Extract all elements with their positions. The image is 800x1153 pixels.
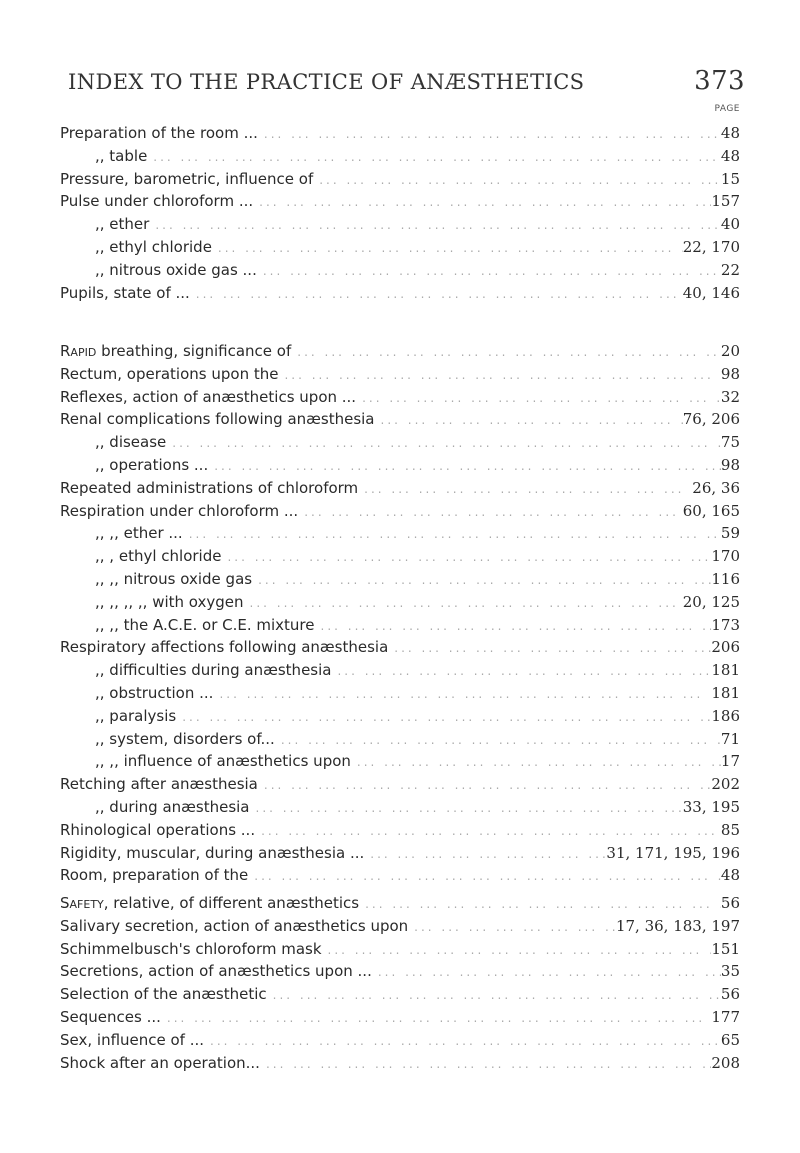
index-term: Reflexes, action of anæsthetics upon ... (60, 387, 357, 406)
index-entry (60, 145, 740, 168)
index-term: Pressure, barometric, influence of (60, 169, 314, 188)
index-term: Shock after an operation... (60, 1053, 260, 1072)
index-entry (60, 983, 740, 1006)
index-entry (60, 636, 740, 659)
index-entry (60, 545, 740, 568)
index-entry (60, 1029, 740, 1052)
index-pages: 33, 195 (682, 797, 740, 816)
index-pages: 31, 171, 195, 196 (606, 843, 740, 862)
index-term: Sex, influence of ... (60, 1030, 205, 1049)
index-entry (60, 1052, 740, 1075)
index-pages: 56 (720, 894, 740, 912)
index-pages: 181 (711, 683, 740, 702)
index-pages: 85 (720, 820, 740, 839)
leader-dots (149, 214, 721, 237)
index-entry (60, 522, 740, 545)
index-term: ,, ethyl chloride (95, 237, 212, 256)
index-entry (60, 842, 740, 865)
index-section-r (60, 340, 740, 887)
leader-dots (275, 729, 721, 752)
leader-dots (298, 501, 683, 524)
index-term: Pulse under chloroform ... (60, 192, 254, 211)
index-pages: 35 (720, 962, 740, 981)
index-term: ,, difficulties during anæsthesia (95, 661, 332, 680)
index-term: ,, during anæsthesia (95, 797, 250, 816)
index-term: Schimmelbusch's chloroform mask (60, 939, 322, 958)
leader-dots (375, 409, 683, 432)
index-entry (60, 190, 740, 213)
index-term: Rectum, operations upon the (60, 364, 279, 383)
index-entry (60, 864, 740, 887)
index-term: ,, ,, ,, ,, with oxygen (95, 592, 244, 611)
index-entry (60, 773, 740, 796)
index-term: Renal complications following anæsthesia (60, 410, 375, 429)
index-term: ,, ,, the A.C.E. or C.E. mixture (95, 615, 315, 634)
index-pages: 40, 146 (682, 283, 740, 302)
index-pages: 15 (720, 169, 740, 188)
index-term: Rhinological operations ... (60, 820, 256, 839)
index-entry (60, 796, 740, 819)
index-entry (60, 568, 740, 591)
index-entry (60, 682, 740, 705)
index-term: Salivary secretion, action of anæsthetics upon (60, 916, 409, 935)
index-pages: 20, 125 (682, 592, 740, 611)
index-pages: 48 (720, 124, 740, 142)
index-entry (60, 819, 740, 842)
leader-dots (253, 191, 711, 214)
index-pages: 151 (711, 939, 740, 958)
leader-dots (331, 660, 711, 683)
index-pages: 32 (720, 387, 740, 406)
index-entry (60, 259, 740, 282)
leader-dots (176, 706, 711, 729)
index-entry (60, 282, 740, 305)
index-section-s (60, 892, 740, 1074)
leader-dots (408, 916, 616, 939)
index-entry (60, 408, 740, 431)
index-section-p (60, 122, 740, 304)
leader-dots (322, 939, 712, 962)
leader-dots (248, 865, 721, 888)
leader-dots (372, 961, 721, 984)
index-term: Sequences ... (60, 1007, 161, 1026)
index-entry (60, 168, 740, 191)
leader-dots (359, 893, 721, 916)
index-entry (60, 960, 740, 983)
index-pages: 71 (720, 729, 740, 748)
index-pages: 202 (711, 775, 740, 794)
index-pages: 26, 36 (692, 478, 740, 497)
page-column-label: PAGE (714, 104, 740, 114)
index-term: Pupils, state of ... (60, 283, 190, 302)
leader-dots (278, 364, 720, 387)
leader-dots (258, 123, 721, 146)
leader-dots (358, 478, 692, 501)
index-term: ,, table (95, 146, 148, 165)
index-pages: 60, 165 (682, 501, 740, 520)
leader-dots (213, 683, 711, 706)
index-term: ,, paralysis (95, 706, 177, 725)
index-entry (60, 500, 740, 523)
leader-dots (351, 751, 721, 774)
leader-dots (252, 569, 711, 592)
index-pages: 98 (720, 455, 740, 474)
index-entry (60, 614, 740, 637)
index-entry (60, 213, 740, 236)
index-term: ,, ,, ether ... (95, 524, 183, 543)
index-pages: 98 (720, 364, 740, 383)
leader-dots (356, 387, 721, 410)
index-entry (60, 340, 740, 363)
running-header (68, 66, 745, 96)
index-pages: 40 (720, 215, 740, 234)
index-pages: 17 (720, 752, 740, 771)
index-pages: 206 (711, 638, 740, 657)
index-term: Respiration under chloroform ... (60, 501, 299, 520)
leader-dots (183, 523, 721, 546)
leader-dots (204, 1030, 721, 1053)
leader-dots (258, 774, 711, 797)
index-entry (60, 454, 740, 477)
index-term: Secretions, action of anæsthetics upon ... (60, 962, 372, 981)
index-pages: 186 (711, 706, 740, 725)
index-entry (60, 236, 740, 259)
index-pages: 56 (720, 985, 740, 1004)
page-number: 373 (694, 66, 745, 96)
index-entry (60, 591, 740, 614)
index-term: Selection of the anæsthetic (60, 985, 267, 1004)
index-term: ,, operations ... (95, 455, 209, 474)
index-entry (60, 122, 740, 145)
leader-dots (250, 797, 683, 820)
index-entry (60, 477, 740, 500)
index-pages: 208 (711, 1053, 740, 1072)
leader-dots (260, 1053, 711, 1076)
index-entry (60, 1006, 740, 1029)
leader-dots (161, 1007, 711, 1030)
leader-dots (388, 637, 711, 660)
leader-dots (364, 843, 606, 866)
index-pages: 75 (720, 433, 740, 452)
index-pages: 173 (711, 615, 740, 634)
index-pages: 177 (711, 1007, 740, 1026)
leader-dots (166, 432, 721, 455)
index-term: Repeated administrations of chloroform (60, 478, 359, 497)
leader-dots (257, 260, 721, 283)
leader-dots (212, 237, 683, 260)
index-term: ,, nitrous oxide gas ... (95, 260, 257, 279)
index-pages: 65 (720, 1030, 740, 1049)
leader-dots (190, 283, 683, 306)
index-term: Rapid breathing, significance of (60, 342, 292, 360)
leader-dots (221, 546, 711, 569)
index-entry (60, 892, 740, 915)
index-term: Retching after anæsthesia (60, 775, 258, 794)
index-pages: 170 (711, 547, 740, 566)
index-term: ,, , ethyl chloride (95, 547, 222, 566)
index-term: Respiratory affections following anæsthesia (60, 638, 389, 657)
leader-dots (208, 455, 721, 478)
index-entry (60, 938, 740, 961)
index-term: ,, ether (95, 215, 150, 234)
index-term: ,, system, disorders of... (95, 729, 275, 748)
index-term: Rigidity, muscular, during anæsthesia ... (60, 843, 365, 862)
index-entry (60, 915, 740, 938)
leader-dots (147, 146, 721, 169)
leader-dots (267, 984, 721, 1007)
index-pages: 22, 170 (682, 237, 740, 256)
index-term: ,, ,, nitrous oxide gas (95, 569, 253, 588)
index-pages: 20 (720, 342, 740, 360)
index-term: Preparation of the room ... (60, 124, 258, 142)
index-entry (60, 750, 740, 773)
index-pages: 59 (720, 524, 740, 543)
running-title: INDEX TO THE PRACTICE OF ANÆSTHETICS (68, 70, 585, 94)
index-entry (60, 705, 740, 728)
leader-dots (291, 341, 721, 364)
index-term: Room, preparation of the (60, 866, 249, 885)
index-pages: 76, 206 (682, 410, 740, 429)
index-pages: 48 (720, 146, 740, 165)
index-pages: 22 (720, 260, 740, 279)
index-pages: 157 (711, 192, 740, 211)
index-pages: 17, 36, 183, 197 (615, 916, 740, 935)
index-pages: 116 (711, 569, 740, 588)
index-term: ,, ,, influence of anæsthetics upon (95, 752, 351, 771)
index-term: ,, disease (95, 433, 167, 452)
leader-dots (244, 592, 683, 615)
index-pages: 48 (720, 866, 740, 885)
index-term: Safety, relative, of different anæsthetics (60, 894, 360, 912)
index-entry (60, 386, 740, 409)
leader-dots (315, 615, 712, 638)
index-entry (60, 431, 740, 454)
leader-dots (313, 169, 721, 192)
index-pages: 181 (711, 661, 740, 680)
index-entry (60, 363, 740, 386)
index-term: ,, obstruction ... (95, 683, 214, 702)
index-entry (60, 728, 740, 751)
index-entry (60, 659, 740, 682)
leader-dots (255, 820, 721, 843)
